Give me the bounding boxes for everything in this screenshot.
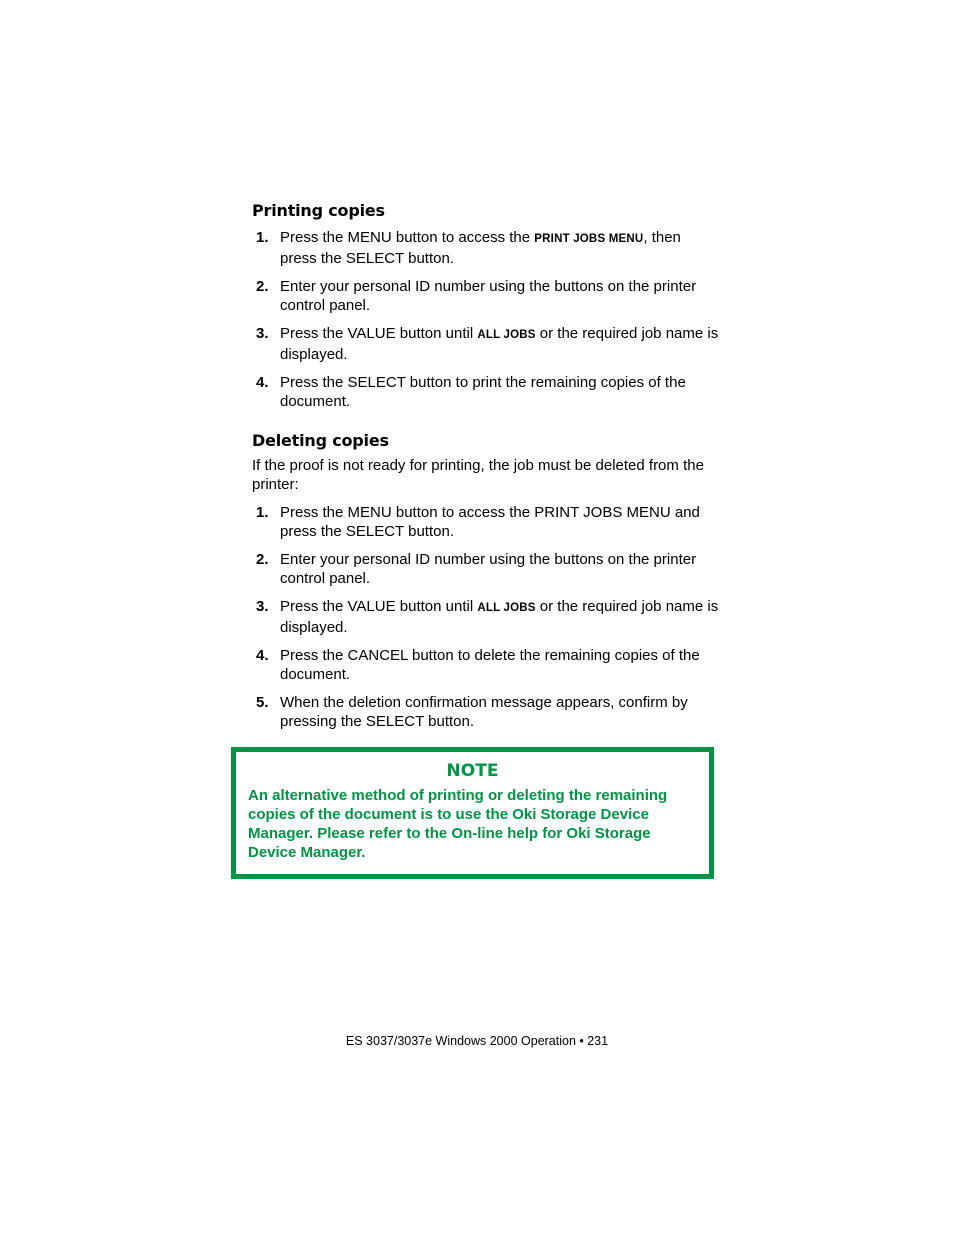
printing-steps-list	[252, 228, 720, 411]
list-item	[252, 597, 720, 637]
menu-code: PRINT JOBS MENU	[534, 233, 644, 245]
step-number: 4.	[256, 647, 269, 664]
list-item	[252, 503, 720, 541]
menu-code: ALL JOBS	[477, 329, 536, 341]
note-body: An alternative method of printing or deleting the remaining copies of the document is to use the Oki Storage Device Manager. Please refer to the On-line help for Oki Storage Device Manager.	[248, 787, 668, 861]
step-text: When the deletion confirmation message appears, confirm by pressing the SELECT button.	[280, 694, 688, 730]
list-item	[252, 228, 720, 268]
list-item	[252, 646, 720, 684]
menu-code: ALL JOBS	[477, 602, 536, 614]
step-number: 5.	[256, 694, 269, 711]
step-number: 2.	[256, 278, 269, 295]
deleting-copies-section	[252, 430, 720, 731]
step-number: 3.	[256, 598, 269, 615]
deleting-steps-list	[252, 503, 720, 731]
step-number: 1.	[256, 229, 269, 246]
list-item	[252, 324, 720, 364]
page-footer: ES 3037/3037e Windows 2000 Operation • 231	[345, 1034, 609, 1048]
list-item	[252, 277, 720, 315]
deleting-copies-heading: Deleting copies	[252, 431, 389, 450]
list-item	[252, 693, 720, 731]
step-text: Press the SELECT button to print the remaining copies of the document.	[280, 374, 686, 410]
step-number: 4.	[256, 374, 269, 391]
list-item	[252, 550, 720, 588]
step-number: 1.	[256, 504, 269, 521]
deleting-intro: If the proof is not ready for printing, the job must be deleted from the printer:	[252, 457, 704, 493]
step-text: Press the MENU button to access the PRINT JOBS MENU, then press the SELECT button.	[280, 229, 681, 267]
step-number: 2.	[256, 551, 269, 568]
note-box	[231, 747, 714, 879]
step-text: Press the CANCEL button to delete the remaining copies of the document.	[280, 647, 700, 683]
printing-copies-heading: Printing copies	[252, 201, 385, 220]
step-number: 3.	[256, 325, 269, 342]
step-text: Press the VALUE button until ALL JOBS or the required job name is displayed.	[280, 325, 719, 363]
printing-copies-section	[252, 200, 720, 411]
step-text: Enter your personal ID number using the buttons on the printer control panel.	[280, 551, 697, 587]
note-title: NOTE	[446, 761, 499, 781]
step-text: Press the VALUE button until ALL JOBS or the required job name is displayed.	[280, 598, 719, 636]
step-text: Press the MENU button to access the PRINT JOBS MENU and press the SELECT button.	[280, 504, 700, 540]
list-item	[252, 373, 720, 411]
step-text: Enter your personal ID number using the buttons on the printer control panel.	[280, 278, 697, 314]
page-content	[252, 200, 720, 731]
